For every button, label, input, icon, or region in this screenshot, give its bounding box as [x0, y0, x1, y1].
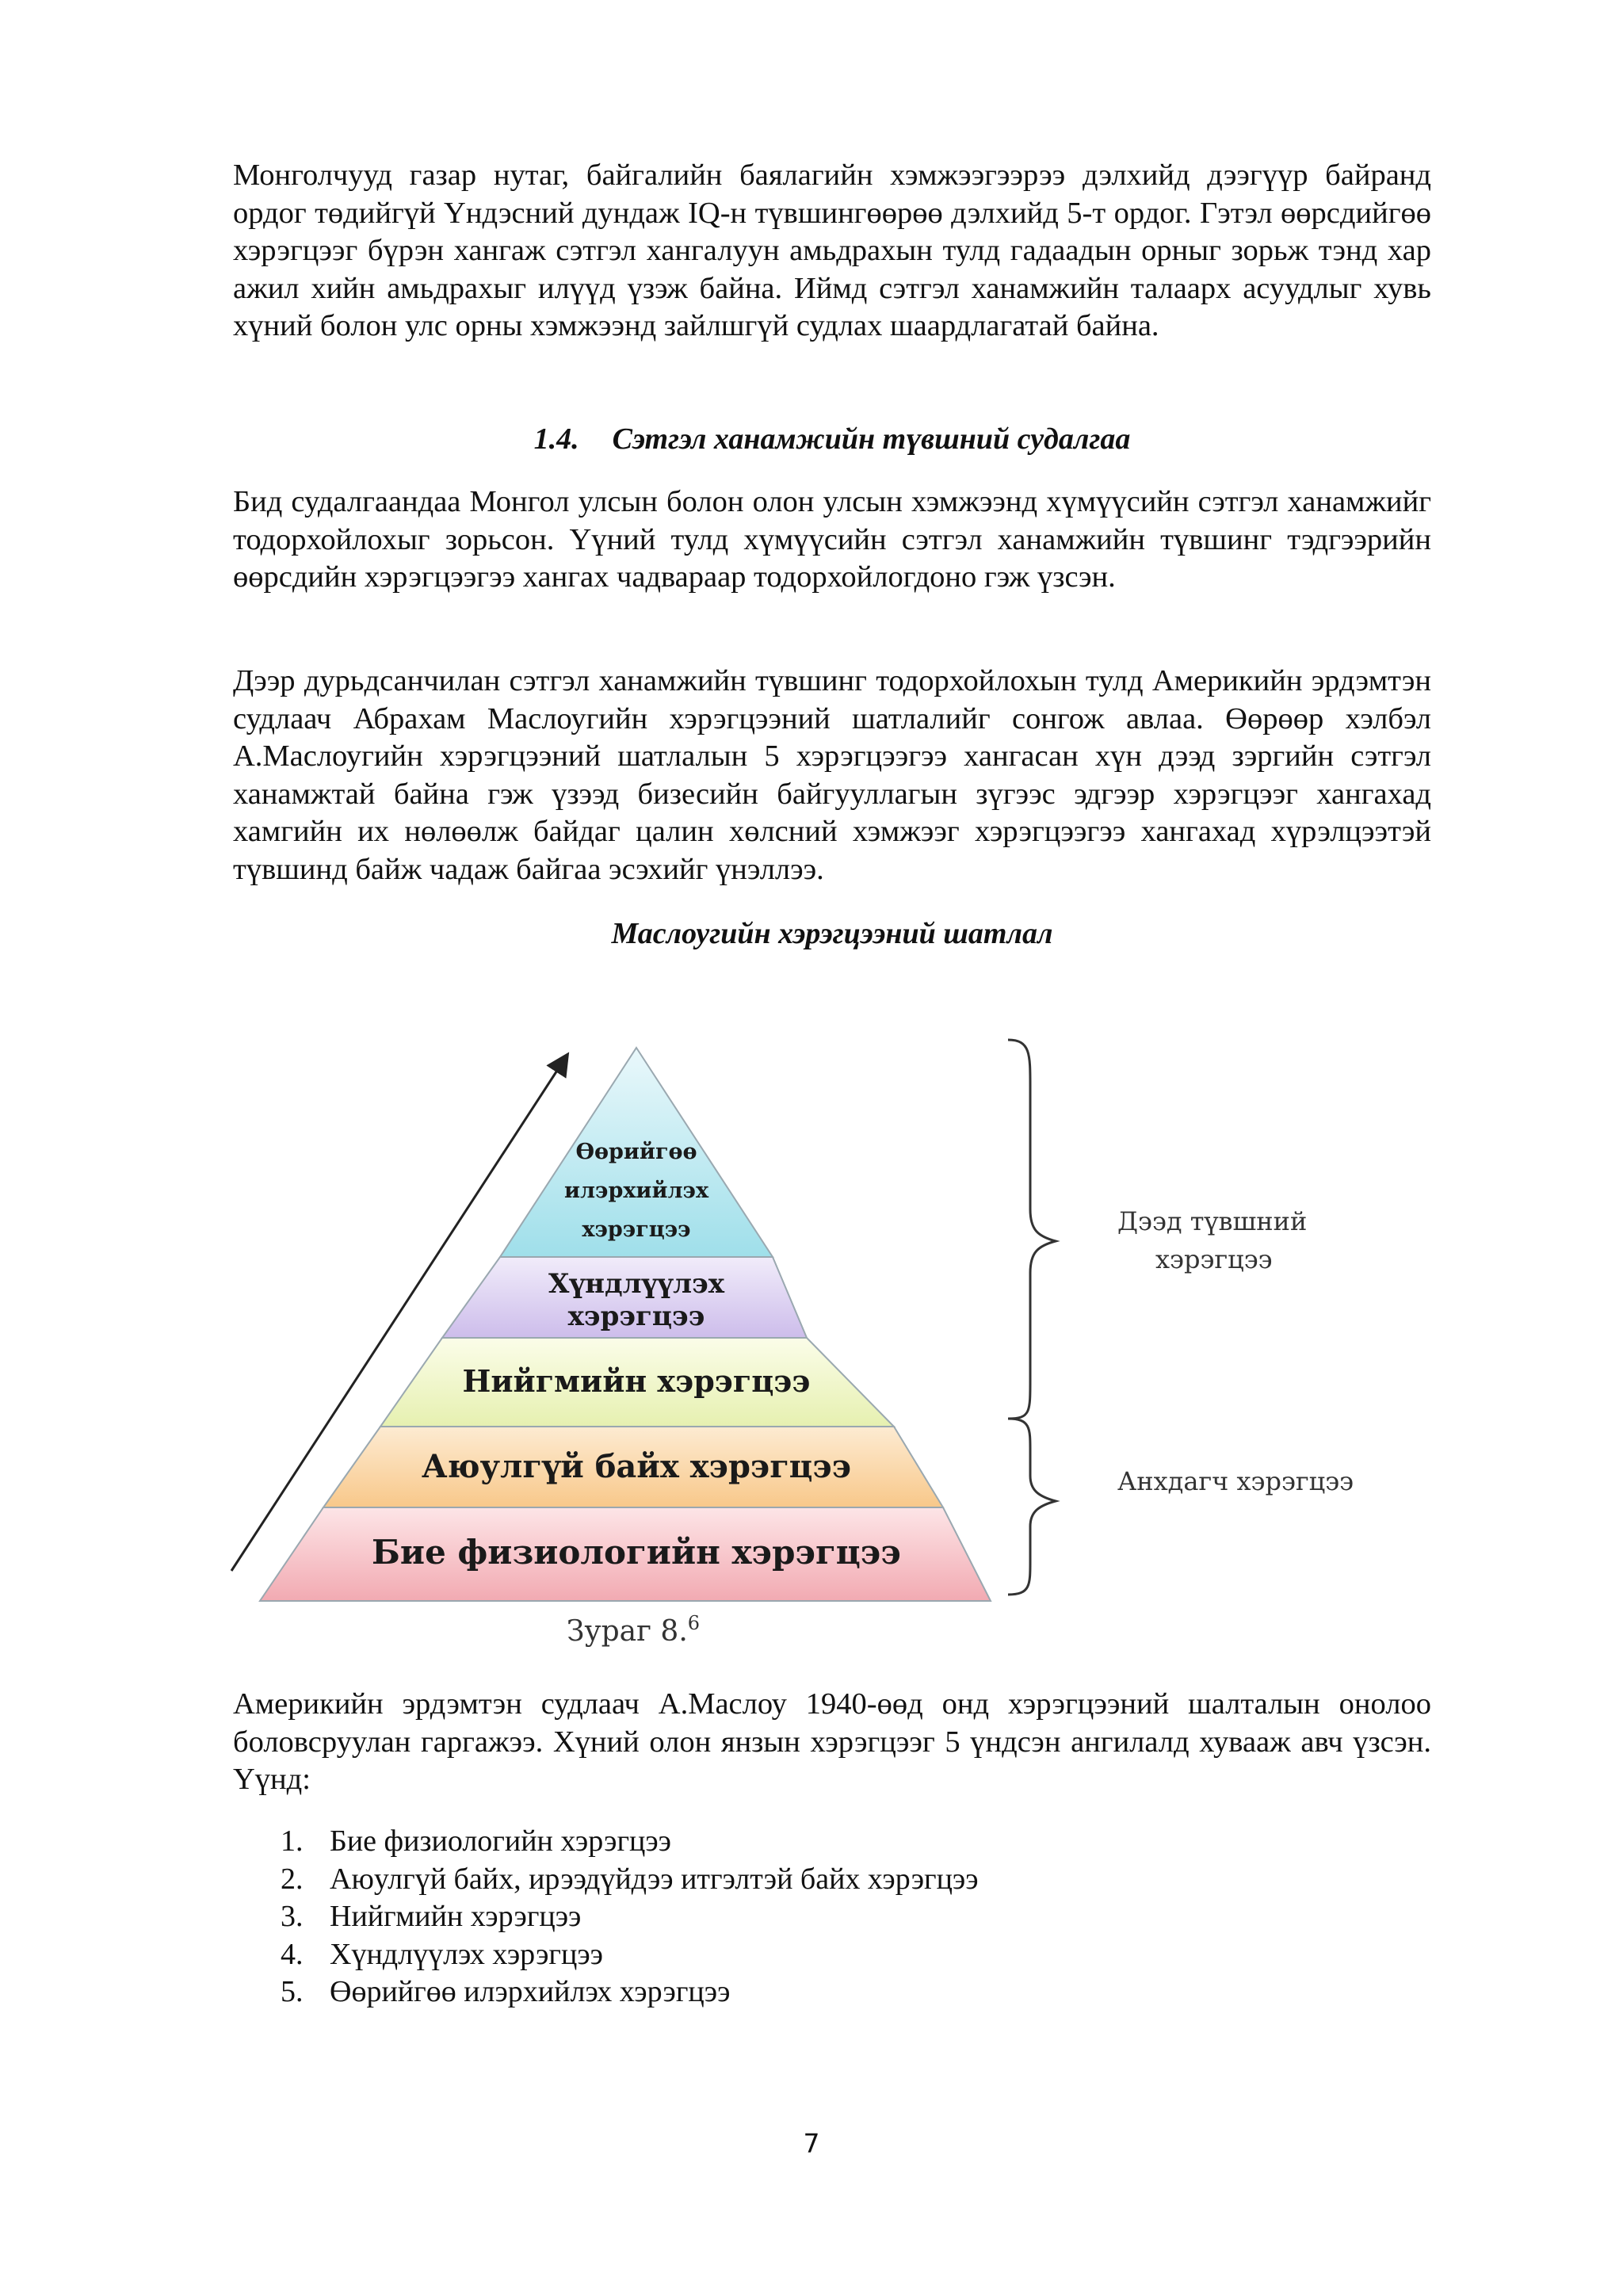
level-label-physiological: Бие физиологийн хэрэгцээ [372, 1533, 901, 1572]
list-item-text: Бие физиологийн хэрэгцээ [330, 1824, 671, 1858]
upper-needs-label-2: хэрэгцээ [1155, 1244, 1273, 1274]
list-item-text: Нийгмийн хэрэгцээ [330, 1900, 582, 1933]
level-label-social: Нийгмийн хэрэгцээ [462, 1363, 811, 1399]
figure-title: Маслоугийн хэрэгцээний шатлал [611, 917, 1053, 950]
list-item-text: Аюулгүй байх, ирээдүйдээ итгэлтэй байх хэрэгцээ [330, 1862, 979, 1896]
needs-list [281, 1823, 979, 2011]
basic-needs-label: Анхдагч хэрэгцээ [1117, 1466, 1354, 1496]
list-item-number: 5. [281, 1975, 304, 2008]
list-item-number: 1. [281, 1824, 304, 1858]
list-item-number: 4. [281, 1937, 304, 1971]
level-label-esteem-2: хэрэгцээ [567, 1301, 705, 1332]
intro-paragraph: Монголчууд газар нутаг, байгалийн баялагийн хэмжээгээрээ дэлхийд дээгүүр байранд ордог төдийгүй Үндэсний дундаж IQ-н түвшингөөрөө дэлхийд 5-т ордог. Гэтэл өөрсдийгөө хэрэгцээг бүрэн хангаж сэтгэл хангалуун амьдрахын тулд гадаадын орныг зорьж тэнд хар ажил хийн амьдрахыг илүүд үзэж байна. Иймд сэтгэл ханамжийн талаарх асуудлыг хувь хүний болон улс орны хэмжээнд зайлшгүй судлах шаардлагатай байна. [233, 159, 1431, 342]
level-label-safety: Аюулгүй байх хэрэгцээ [421, 1448, 852, 1485]
list-item [281, 1823, 979, 1861]
list-item [281, 1898, 979, 1936]
figure-caption [567, 1612, 700, 1648]
level-label-top-2: илэрхийлэх [563, 1179, 709, 1203]
list-item-text: Өөрийгөө илэрхийлэх хэрэгцээ [330, 1975, 731, 2008]
basic-needs-brace [1008, 1419, 1056, 1595]
maslow-pyramid-figure [214, 1022, 1355, 1656]
maslow-paragraph: Дээр дурьдсанчилан сэтгэл ханамжийн түвшинг тодорхойлохын тулд Америкийн эрдэмтэн судлаач Абрахам Маслоугийн хэрэгцээний шатлалийг сонгож авлаа. Өөрөөр хэлбэл А.Маслоугийн хэрэгцээний шатлалын 5 хэрэгцээгээ хангасан хүн дээд зэргийн сэтгэл ханамжтай байна гэж үзээд бизесийн байгууллагын зүгээс эдгээр хэрэгцээг хангахад хамгийн их нөлөөлж байдаг цалин хөлсний хэмжээг хэрэгцээгээ хангахад хүрэлцээтэй түвшинд байж чадаж байгаа эсэхийг үнэллээ. [233, 664, 1431, 886]
section-title: Сэтгэл ханамжийн түвшний судалгаа [612, 422, 1131, 456]
list-item [281, 1861, 979, 1899]
figure-caption-text: Зураг 8. [567, 1615, 688, 1648]
page-number: 7 [803, 2128, 820, 2159]
list-item-text: Хүндлүүлэх хэрэгцээ [330, 1937, 603, 1971]
level-label-top-3: хэрэгцээ [582, 1217, 691, 1242]
list-item-number: 3. [281, 1900, 304, 1933]
figure-caption-superscript: 6 [687, 1612, 701, 1634]
level-label-esteem-1: Хүндлүүлэх [548, 1268, 725, 1300]
pyramid-diagram [214, 1022, 1355, 1656]
upper-needs-label-1: Дээд түвшний [1117, 1206, 1308, 1236]
research-paragraph: Бид судалгаандаа Монгол улсын болон олон улсын хэмжээнд хүмүүсийн сэтгэл ханамжийг тодорхойлохыг зорьсон. Үүний тулд хүмүүсийн сэтгэл ханамжийн түвшинг тэдгээрийн өөрсдийн хэрэгцээгээ хангах чадвараар тодорхойлогдоно гэж үзсэн. [233, 485, 1431, 594]
list-item [281, 1973, 979, 2011]
section-number: 1.4. [533, 422, 579, 456]
section-heading [233, 421, 1431, 457]
upper-needs-brace [1008, 1040, 1056, 1419]
level-label-top-1: Өөрийгөө [575, 1140, 697, 1164]
list-item-number: 2. [281, 1862, 304, 1896]
summary-paragraph: Америкийн эрдэмтэн судлаач А.Маслоу 1940-өөд онд хэрэгцээний шалталын онолоо боловсруулан гаргажээ. Хүний олон янзын хэрэгцээг 5 үндсэн ангилалд хувааж авч үзсэн. Үүнд: [233, 1687, 1431, 1796]
list-item [281, 1936, 979, 1974]
